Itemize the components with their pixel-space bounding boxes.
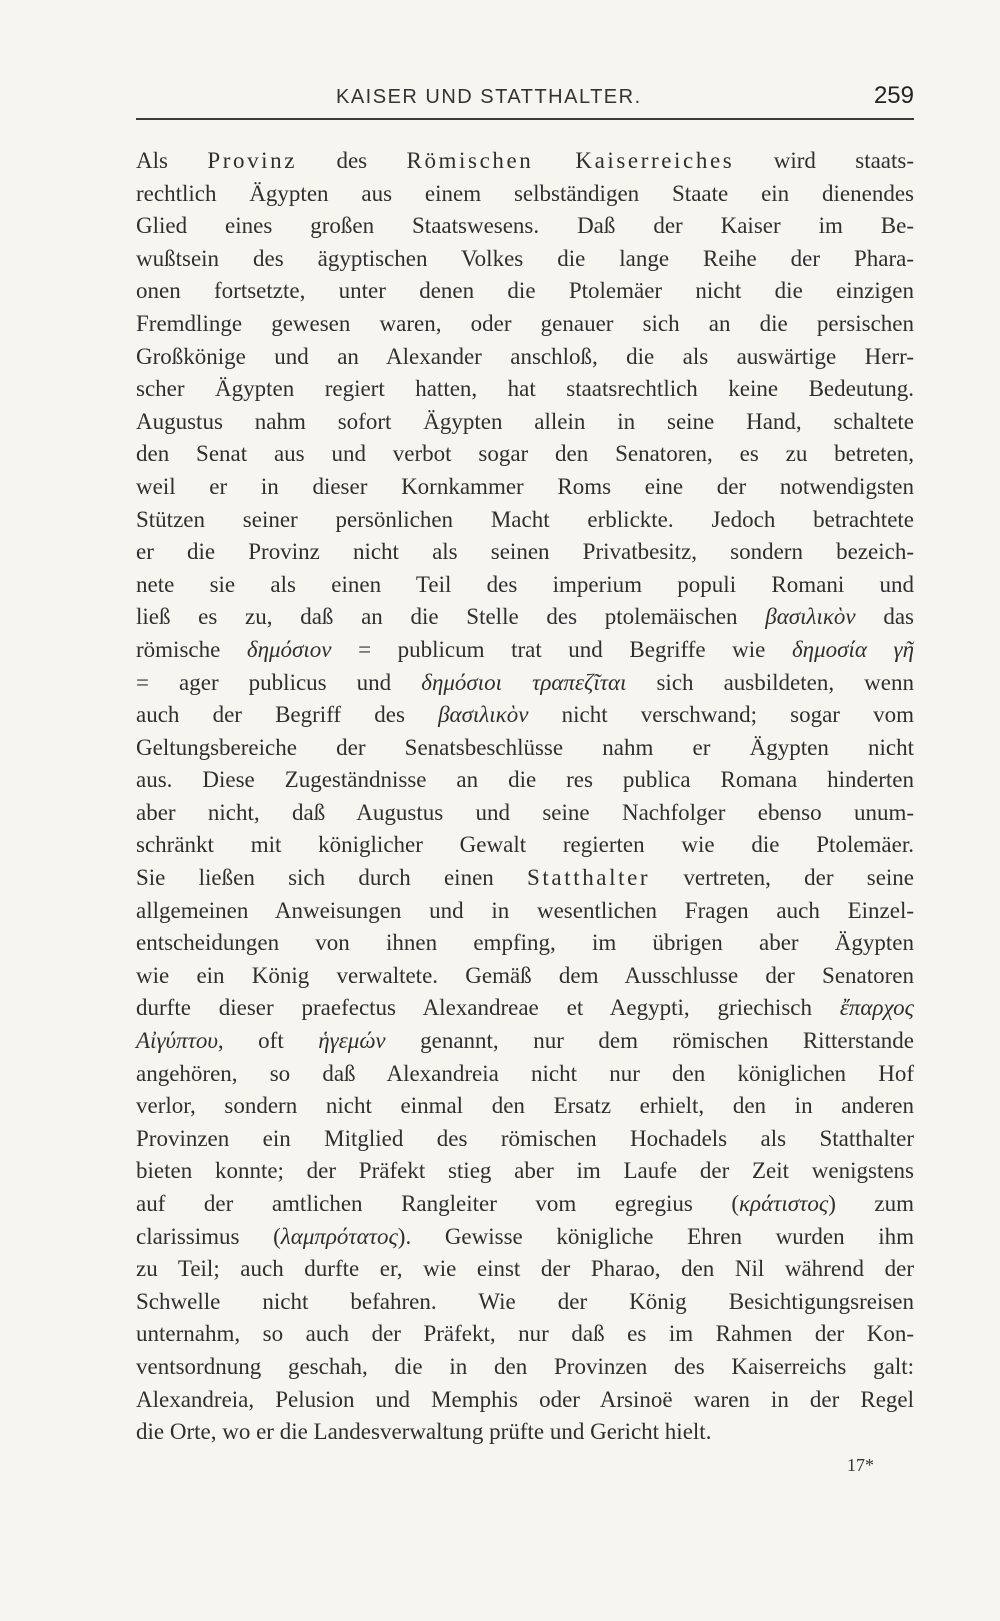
text-line [136,829,914,862]
text-segment: er die Provinz nicht als seinen Privatbesitz, sondern bezeich- [136,539,914,565]
text-line [136,1416,914,1449]
text-line [136,1188,914,1221]
body-paragraph [136,145,914,1449]
running-title: KAISER UND STATTHALTER. [336,86,642,108]
text-segment: Provinzen ein Mitglied des römischen Hochadels als Statthalter [136,1125,914,1151]
greek-term: λαμπρότατος [280,1223,398,1249]
text-line [136,275,914,308]
text-segment: Sie ließen sich durch einen [136,865,528,891]
text-segment: aber nicht, daß Augustus und seine Nachfolger ebenso unum- [136,799,914,825]
text-line [136,960,914,993]
text-line [136,992,914,1025]
text-segment: wußtsein des ägyptischen Volkes die lange Reihe der Phara- [136,245,914,271]
greek-term: δημόσιον [246,636,332,662]
text-segment: die Orte, wo er die Landesverwaltung prüfte und Gericht hielt. [136,1419,712,1445]
text-segment: scher Ägypten regiert hatten, hat staatsrechtlich keine Bedeutung. [136,376,914,402]
text-segment: Alexandreia, Pelusion und Memphis oder Arsinoë waren in der Regel [136,1386,914,1412]
text-line [136,699,914,732]
text-segment: bieten konnte; der Präfekt stieg aber im Laufe der Zeit wenigstens [136,1158,914,1184]
text-line [136,895,914,928]
text-line [136,1318,914,1351]
text-segment: = ager publicus und [136,669,422,695]
text-line [136,667,914,700]
greek-term: βασιλικὸν [765,604,856,630]
spaced-emphasis: Provinz [207,148,298,173]
text-line [136,1221,914,1254]
text-segment: ) zum [828,1191,914,1216]
text-segment: Schwelle nicht befahren. Wie der König Besichtigungsreisen [136,1288,914,1314]
text-line [136,797,914,830]
page-header [136,78,914,120]
text-line [136,471,914,504]
text-segment: wie ein König verwaltete. Gemäß dem Ausschlusse der Senatoren [136,962,914,988]
text-segment: Augustus nahm sofort Ägypten allein in seine Hand, schaltete [136,408,914,434]
text-segment: auch der Begriff des [136,702,439,728]
text-segment: = publicum trat und Begriffe wie [331,636,792,662]
text-segment: rechtlich Ägypten aus einem selbständigen Staate ein dienendes [136,180,914,206]
text-segment: ließ es zu, daß an die Stelle des ptolemäischen [136,604,766,630]
text-segment: onen fortsetzte, unter denen die Ptolemäer nicht die einzigen [136,278,914,304]
text-segment: sich ausbildeten, wenn [626,669,914,695]
text-segment: Als [136,148,208,173]
text-line [136,1384,914,1417]
text-segment: genannt, nur dem römischen Ritterstande [385,1028,914,1054]
text-line [136,210,914,243]
text-segment: verlor, sondern nicht einmal den Ersatz erhielt, den in anderen [136,1093,914,1119]
text-segment: Fremdlinge gewesen waren, oder genauer sich an die persischen [136,310,914,336]
text-line [136,1025,914,1058]
greek-term: δημοσία γῆ [791,636,914,662]
text-segment: durfte dieser praefectus Alexandreae et Aegypti, griechisch [136,995,840,1021]
text-line [136,1123,914,1156]
text-line [136,634,914,667]
text-segment: clarissimus ( [136,1223,281,1249]
text-line [136,308,914,341]
text-line [136,438,914,471]
text-line [136,732,914,765]
text-segment: des [297,148,407,173]
text-segment: Großkönige und an Alexander anschloß, die als auswärtige Herr- [136,343,914,369]
text-line [136,504,914,537]
spaced-emphasis: Statthalter [527,865,651,891]
text-segment: den Senat aus und verbot sogar den Senatoren, es zu betreten, [136,441,914,467]
text-segment: wird staats- [734,148,914,173]
page-number: 259 [873,82,914,109]
text-segment: das [855,604,914,630]
text-segment: unternahm, so auch der Präfekt, nur daß es im Rahmen der Kon- [136,1321,914,1347]
text-segment: ). Gewisse königliche Ehren wurden ihm [397,1223,914,1249]
spaced-emphasis: Römischen Kaiserreiches [406,148,735,173]
greek-term: ἡγεμών [318,1028,386,1054]
text-segment: , oft [217,1028,319,1054]
text-line [136,764,914,797]
text-line [136,1286,914,1319]
signature-mark: 17* [847,1455,874,1475]
text-segment: Glied eines großen Staatswesens. Daß der Kaiser im Be- [136,213,914,239]
text-segment: angehören, so daß Alexandreia nicht nur den königlichen Hof [136,1060,914,1086]
text-segment: allgemeinen Anweisungen und in wesentlichen Fragen auch Einzel- [136,897,914,923]
greek-term: Αἰγύπτου [136,1028,218,1054]
text-line [136,862,914,895]
text-segment: nicht verschwand; sogar vom [528,702,914,728]
text-segment: vertreten, der seine [650,865,914,891]
text-line [136,373,914,406]
text-line [136,1351,914,1384]
text-segment: römische [136,636,247,662]
text-segment: aus. Diese Zugeständnisse an die res publica Romana hinderten [136,767,914,793]
text-line [136,243,914,276]
text-line [136,927,914,960]
text-line [136,1090,914,1123]
text-segment: weil er in dieser Kornkammer Roms eine der notwendigsten [136,473,914,499]
greek-term: κράτιστος [739,1191,829,1216]
text-segment: auf der amtlichen Rangleiter vom egregius ( [136,1191,739,1216]
greek-term: βασιλικὸν [438,702,529,728]
text-line [136,1058,914,1091]
text-segment: ventsordnung geschah, die in den Provinzen des Kaiserreichs galt: [136,1353,914,1379]
greek-term: ἔπαρχος [839,995,914,1021]
text-line [136,536,914,569]
text-segment: schränkt mit königlicher Gewalt regierten wie die Ptolemäer. [136,832,914,858]
text-line [136,1253,914,1286]
text-line [136,569,914,602]
text-segment: zu Teil; auch durfte er, wie einst der Pharao, den Nil während der [136,1256,914,1282]
greek-term: δημόσιοι τραπεζῖται [421,669,627,695]
text-line [136,341,914,374]
text-segment: Geltungsbereiche der Senatsbeschlüsse nahm er Ägypten nicht [136,734,914,760]
text-segment: nete sie als einen Teil des imperium populi Romani und [136,571,914,597]
text-line [136,145,914,178]
text-line [136,406,914,439]
text-line [136,1155,914,1188]
text-line [136,178,914,211]
text-segment: entscheidungen von ihnen empfing, im übrigen aber Ägypten [136,930,914,956]
text-segment: Stützen seiner persönlichen Macht erblickte. Jedoch betrachtete [136,506,914,532]
text-line [136,601,914,634]
